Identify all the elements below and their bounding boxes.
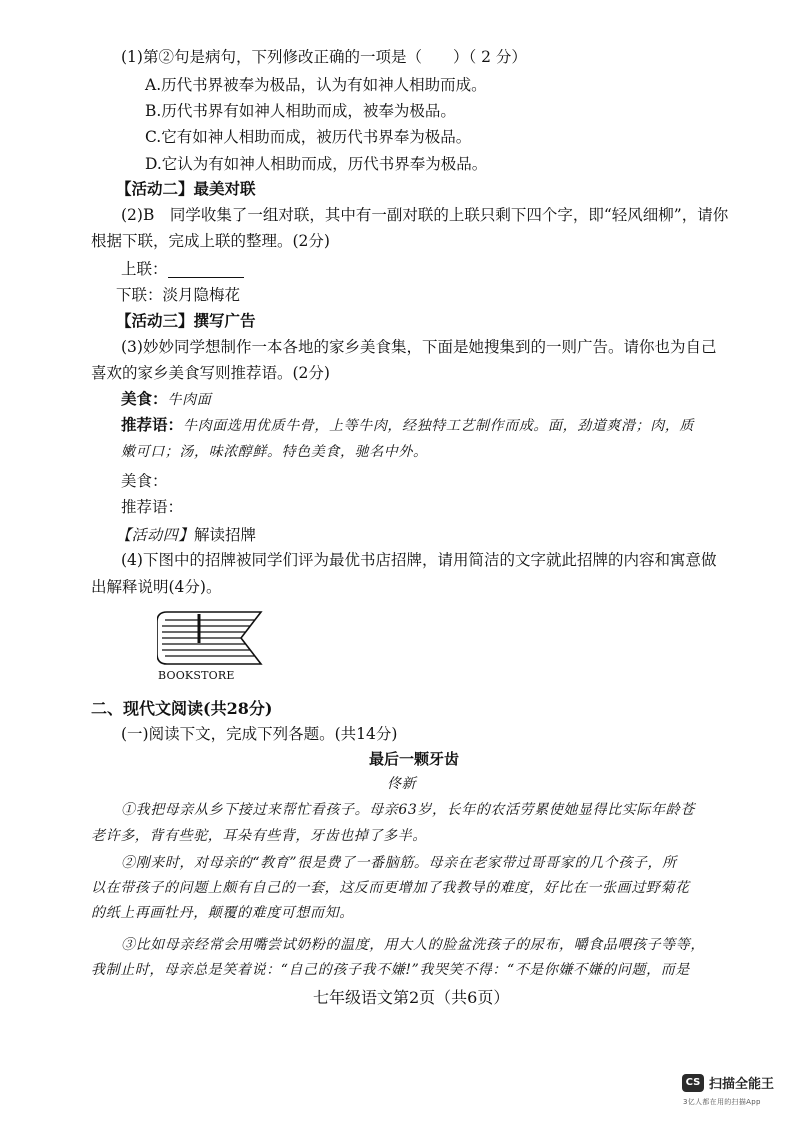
question-1-stem: (1)第②句是病句，下列修改正确的一项是（ ）（ 2 分）	[121, 48, 527, 66]
activity-2-title: 【活动二】最美对联	[116, 179, 256, 198]
question-1-option-b: B.历代书界有如神人相助而成，被奉为极品。	[145, 102, 456, 120]
section-2-subtitle: (一)阅读下文，完成下列各题。(共14分)	[121, 725, 398, 743]
lower-couplet: 下联：淡月隐梅花	[116, 286, 241, 304]
paragraph-2-line-1: ②刚来时，对母亲的“教育”很是费了一番脑筋。母亲在老家带过哥哥家的几个孩子，所	[121, 855, 677, 871]
scanner-app-name: 扫描全能王	[709, 1077, 775, 1092]
paragraph-1-line-2: 老许多，背有些驼，耳朵有些背，牙齿也掉了多半。	[91, 828, 427, 844]
upper-couplet-label	[121, 259, 244, 279]
ad-recommend-text-2: 嫩可口；汤，味浓醇鲜。特色美食，驰名中外。	[121, 444, 428, 460]
upper-couplet-blank	[168, 263, 244, 278]
question-1-option-c: C.它有如神人相助而成，被历代书界奉为极品。	[145, 128, 472, 146]
ad-recommend-row	[121, 415, 694, 436]
question-2-line-2: 根据下联，完成上联的整理。(2分)	[91, 232, 330, 250]
activity-4-label: 解读招牌	[194, 526, 257, 544]
question-1-option-d: D.它认为有如神人相助而成，历代书界奉为极品。	[145, 155, 488, 173]
activity-3-title: 【活动三】撰写广告	[116, 311, 256, 330]
ad-food-value: 牛肉面	[167, 392, 212, 408]
scanner-tagline: 3亿人都在用的扫描App	[683, 1098, 761, 1106]
question-1-option-a: A.历代书界被奉为极品，认为有如神人相助而成。	[145, 76, 487, 94]
activity-4-title	[116, 525, 256, 545]
ad-recommend-text-1: 牛肉面选用优质牛骨，上等牛肉，经独特工艺制作而成。面，劲道爽滑；肉，质	[183, 418, 695, 434]
ad-recommend-label: 推荐语：	[121, 415, 184, 434]
question-4-line-1: (4)下图中的招牌被同学们评为最优书店招牌，请用简洁的文字就此招牌的内容和寓意做	[121, 551, 717, 569]
article-author: 佟新	[387, 776, 417, 792]
ad-food-row	[121, 389, 211, 410]
question-3-line-2: 喜欢的家乡美食写则推荐语。(2分)	[91, 364, 330, 382]
paragraph-3-line-2: 我制止时，母亲总是笑着说：“自己的孩子我不嫌!”我哭笑不得：“不是你嫌不嫌的问题，而是	[91, 962, 690, 978]
paragraph-2-line-3: 的纸上再画牡丹，颠覆的难度可想而知。	[91, 905, 354, 921]
section-2-title: 二、现代文阅读(共28分)	[91, 699, 273, 718]
paragraph-2-line-2: 以在带孩子的问题上颇有自己的一套，这反而更增加了我教导的难度，好比在一张画过野菊花	[91, 880, 690, 896]
paragraph-1-line-1: ①我把母亲从乡下接过来帮忙看孩子。母亲63岁，长年的农活劳累使她显得比实际年龄苍	[121, 802, 695, 818]
bookstore-logo-caption: BOOKSTORE	[158, 669, 235, 682]
question-3-line-1: (3)妙妙同学想制作一本各地的家乡美食集，下面是她搜集到的一则广告。请你也为自己	[121, 338, 717, 356]
ad-food-label: 美食：	[121, 389, 168, 408]
upper-couplet-text: 上联：	[121, 260, 168, 278]
answer-food-label: 美食：	[121, 472, 168, 490]
paragraph-3-line-1: ③比如母亲经常会用嘴尝试奶粉的温度，用大人的脸盆洗孩子的尿布，嚼食品喂孩子等等，	[121, 937, 705, 953]
scanner-logo-icon: CS	[682, 1074, 704, 1092]
activity-4-prefix: 【活动四】	[116, 526, 195, 544]
answer-recommend-label: 推荐语：	[121, 498, 184, 516]
article-title: 最后一颗牙齿	[369, 750, 460, 768]
question-2-line-1: (2)B 同学收集了一组对联，其中有一副对联的上联只剩下四个字，即“轻风细柳”，请你	[121, 206, 729, 224]
page-footer: 七年级语文第2页（共6页）	[313, 988, 510, 1007]
question-4-line-2: 出解释说明(4分)。	[91, 578, 222, 596]
bookstore-logo-image	[157, 609, 263, 667]
